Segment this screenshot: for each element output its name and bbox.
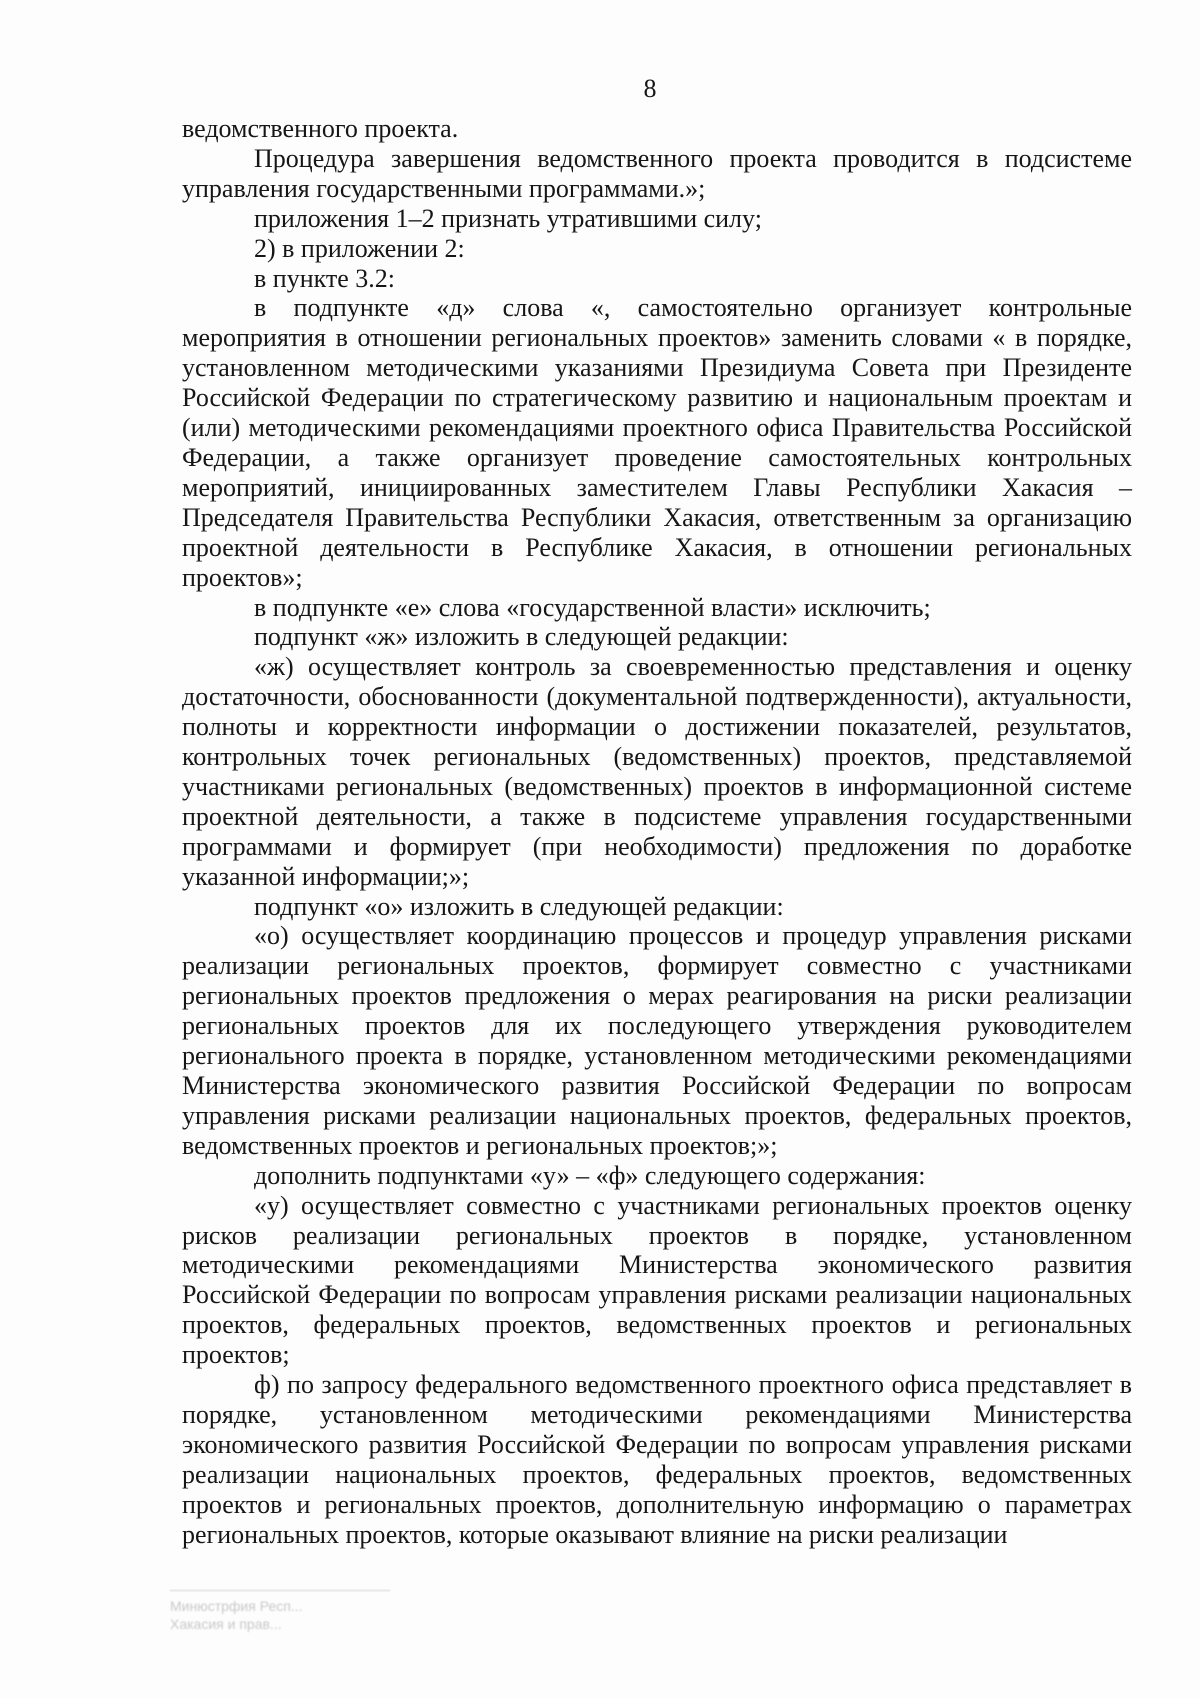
paragraph: ведомственного проекта. [182,114,459,143]
stamp-rule [170,1590,390,1591]
stamp-line: Минюстрфия Респ... [170,1598,303,1614]
paragraph: в подпункте «е» слова «государственной власти» исключить; [254,592,931,622]
page-number: 8 [643,74,657,103]
paragraph: «о) осуществляет координацию процессов и процедур управления рисками реализации региональных проектов, формирует совместно с участниками региональных проектов предложения о мерах реагирования на риски реализации региональных проектов для их последующего утверждения руководителем регионального проекта в порядке, установленном методическими рекомендациями Министерства экономического развития Российской Федерации по вопросам управления рисками реализации национальных проектов, федеральных проектов, ведомственных проектов и региональных проектов;»; [182,921,1132,1160]
paragraph: в подпункте «д» слова «, самостоятельно организует контрольные мероприятия в отношении региональных проектов» заменить словами « в порядке, установленном методическими указаниями Президиума Совета при Президенте Российской Федерации по стратегическому развитию и национальным проектам и (или) методическими рекомендациями проектного офиса Правительства Российской Федерации, а также организует проведение самостоятельных контрольных мероприятий, инициированных заместителем Главы Республики Хакасия – Председателя Правительства Республики Хакасия, ответственным за организацию проектной деятельности в Республике Хакасия, в отношении региональных проектов»; [182,293,1132,592]
paragraph: дополнить подпунктами «у» – «ф» следующего содержания: [254,1160,926,1190]
paragraph: в пункте 3.2: [254,263,396,293]
stamp-line: Хакасия и прав... [170,1616,282,1632]
paragraph: «ж) осуществляет контроль за своевременностью представления и оценку достаточности, обоснованности (документальной подтвержденности), актуальности, полноты и корректности информации о достижении показателей, результатов, контрольных точек региональных (ведомственных) проектов, представляемой участниками региональных (ведомственных) проектов в информационной системе проектной деятельности, а также в подсистеме управления государственными программами и формирует (при необходимости) предложения по доработке указанной информации;»; [182,652,1132,891]
paragraph: ф) по запросу федерального ведомственного проектного офиса представляет в порядке, установленном методическими рекомендациями Министерства экономического развития Российской Федерации по вопросам управления рисками реализации национальных проектов, федеральных проектов, ведомственных проектов и региональных проектов, дополнительную информацию о параметрах региональных проектов, которые оказывают влияние на риски реализации [182,1370,1132,1549]
paragraph: подпункт «о» изложить в следующей редакции: [254,891,784,921]
registration-stamp [170,1590,400,1660]
paragraph: «у) осуществляет совместно с участниками региональных проектов оценку рисков реализации региональных проектов в порядке, установленном методическими рекомендациями Министерства экономического развития Российской Федерации по вопросам управления рисками реализации национальных проектов, федеральных проектов, ведомственных проектов и региональных проектов; [182,1190,1132,1370]
paragraph: приложения 1–2 признать утратившими силу; [254,203,762,233]
document-body [182,114,1132,1550]
paragraph: 2) в приложении 2: [254,233,465,263]
paragraph: подпункт «ж» изложить в следующей редакции: [254,622,789,652]
paragraph: Процедура завершения ведомственного проекта проводится в подсистеме управления государственными программами.»; [182,143,1132,203]
